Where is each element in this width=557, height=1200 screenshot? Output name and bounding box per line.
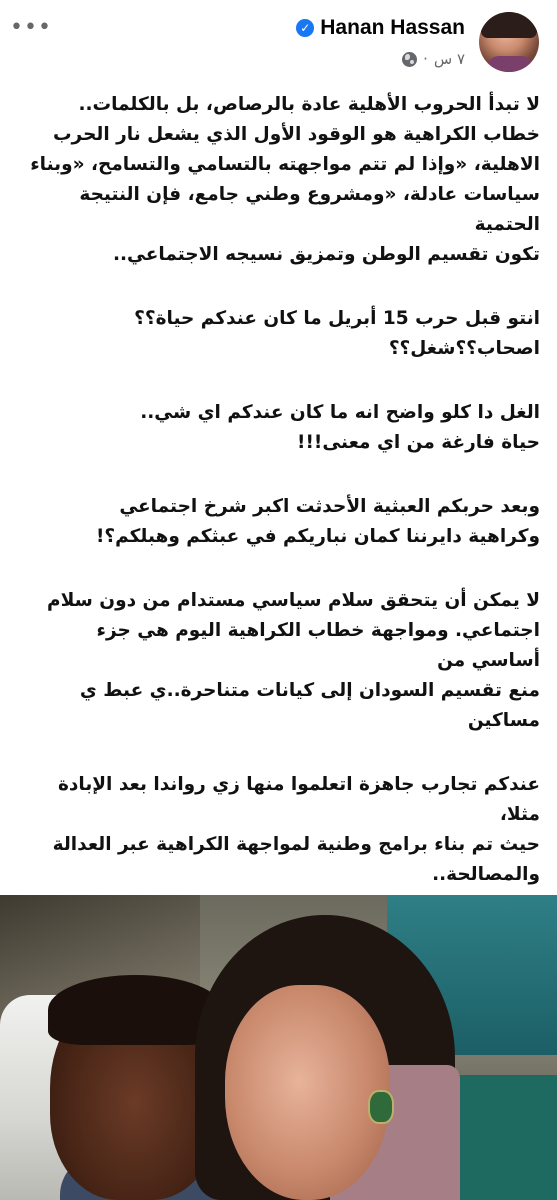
post-time[interactable]: ٧ س: [433, 50, 465, 68]
verified-badge-icon: ✓: [296, 19, 314, 37]
post-paragraph: الغل دا كلو واضح انه ما كان عندكم اي شي.. حياة فارغة من اي معنى!!!: [140, 402, 540, 453]
post-paragraph: لا يمكن أن يتحقق سلام سياسي مستدام من دون سلام اجتماعي. ومواجهة خطاب الكراهية اليوم هي جزء أساسي من منع تقسيم السودان إلى كيانات متناحرة..ي عبط ي مساكين: [47, 590, 540, 731]
more-options-button[interactable]: •••: [10, 15, 52, 40]
avatar[interactable]: [479, 12, 539, 72]
meta-separator: ·: [423, 50, 428, 68]
post-meta: [402, 50, 465, 68]
avatar-hair: [481, 12, 537, 38]
post-paragraph: وبعد حربكم العبثية الأحدثت اكبر شرخ اجتماعي وكراهية دايرننا كمان نباريكم في عبثكم وهبلكم؟!: [96, 496, 540, 547]
post-photo[interactable]: [0, 895, 557, 1200]
post-paragraph: عندكم تجارب جاهزة اتعلموا منها زي رواندا بعد الإبادة مثلا، حيث تم بناء برامج وطنية لمواجهة الكراهية عبر العدالة والمصالحة..: [52, 774, 540, 885]
post-paragraph: لا تبدأ الحروب الأهلية عادة بالرصاص، بل بالكلمات.. خطاب الكراهية هو الوقود الأول الذي يشعل نار الحرب الاهلية، «وإذا لم تتم مواجهته بالتسامي والتسامح، «وبناء سياسات عادلة، «ومشروع وطني جامع، فإن النتيجة الحتمية تكون تقسيم الوطن وتمزيق نسيجه الاجتماعي..: [30, 94, 540, 265]
post-paragraph: انتو قبل حرب 15 أبريل ما كان عندكم حياة؟؟ اصحاب؟؟شغل؟؟: [134, 308, 540, 359]
post-header: [0, 0, 557, 80]
author-name[interactable]: Hanan Hassan: [320, 16, 465, 39]
avatar-shirt: [487, 56, 533, 72]
globe-icon: [402, 52, 417, 67]
author-row: [296, 16, 465, 40]
photo-earring: [368, 1090, 394, 1124]
photo-woman-face: [225, 985, 390, 1200]
